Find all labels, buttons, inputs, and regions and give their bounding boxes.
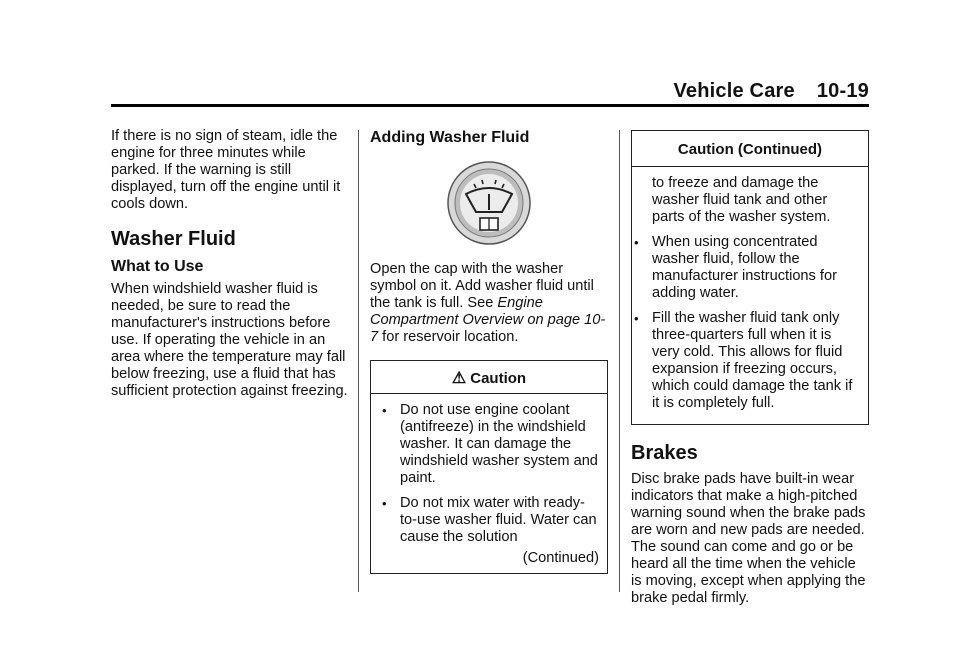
what-to-use-heading: What to Use bbox=[111, 258, 204, 275]
column-middle bbox=[370, 128, 608, 574]
column-divider bbox=[358, 130, 359, 592]
brakes-paragraph: Disc brake pads have built-in wear indicators that make a high-pitched warning sound when the brake pads are worn and new pads are needed. The sound can come and go or be heard all the time when the vehicle is moving, except when applying the brake pedal firmly. bbox=[631, 471, 866, 606]
caution-body bbox=[371, 394, 607, 573]
washer-fluid-heading: Washer Fluid bbox=[111, 228, 236, 250]
what-to-use-paragraph: When windshield washer fluid is needed, be sure to read the manufacturer's instructions before use. If operating the vehicle in an area where the temperature may fall below freezing, use a fluid that has sufficient protection against freezing. bbox=[111, 281, 348, 399]
adding-fluid-text-end: for reservoir location. bbox=[378, 329, 519, 345]
caution-bullet: • When using concentrated washer fluid, follow the manufacturer instructions for adding water. bbox=[642, 234, 862, 302]
column-divider bbox=[619, 130, 620, 592]
column-left bbox=[111, 128, 349, 400]
adding-washer-fluid-heading: Adding Washer Fluid bbox=[370, 129, 530, 146]
caution-box bbox=[370, 360, 608, 574]
caution-title: Caution bbox=[470, 370, 527, 387]
adding-fluid-text: Open the cap with the washer symbol on it. Add washer fluid until the tank is full. See bbox=[370, 261, 594, 311]
section-title: Vehicle Care bbox=[673, 80, 795, 102]
caution-bullet: • Fill the washer fluid tank only three-quarters full when it is very cold. This allows for fluid expansion if freezing occurs, which could damage the tank if it is completely full. bbox=[642, 310, 862, 412]
page-header bbox=[111, 80, 869, 107]
engine-compartment-reference[interactable]: Engine Compartment Overview on page 10-7 bbox=[370, 295, 606, 345]
page-number: 10-19 bbox=[816, 80, 869, 102]
washer-fluid-icon bbox=[446, 160, 532, 246]
header-text bbox=[673, 80, 869, 103]
caution-continued-body bbox=[632, 167, 868, 424]
caution-bullet: • Do not use engine coolant (antifreeze) in the windshield washer. It can damage the windshield washer system and paint. bbox=[379, 402, 601, 487]
continued-label: (Continued) bbox=[522, 550, 599, 566]
caution-header bbox=[371, 361, 607, 394]
brakes-heading: Brakes bbox=[631, 442, 698, 464]
caution-continued-header: Caution (Continued) bbox=[632, 131, 868, 167]
washer-fluid-icon-wrap bbox=[370, 160, 608, 251]
adding-fluid-paragraph bbox=[370, 261, 608, 346]
intro-paragraph: If there is no sign of steam, idle the engine for three minutes while parked. If the warning is still displayed, turn off the engine until it cools down. bbox=[111, 128, 341, 212]
caution-continuation-text: to freeze and damage the washer fluid tank and other parts of the washer system. bbox=[652, 175, 831, 225]
caution-continued-box bbox=[631, 130, 869, 425]
column-right bbox=[631, 130, 869, 607]
warning-icon: ⚠ bbox=[451, 370, 467, 387]
caution-bullet: • Do not mix water with ready-to-use washer fluid. Water can cause the solution bbox=[379, 495, 601, 546]
